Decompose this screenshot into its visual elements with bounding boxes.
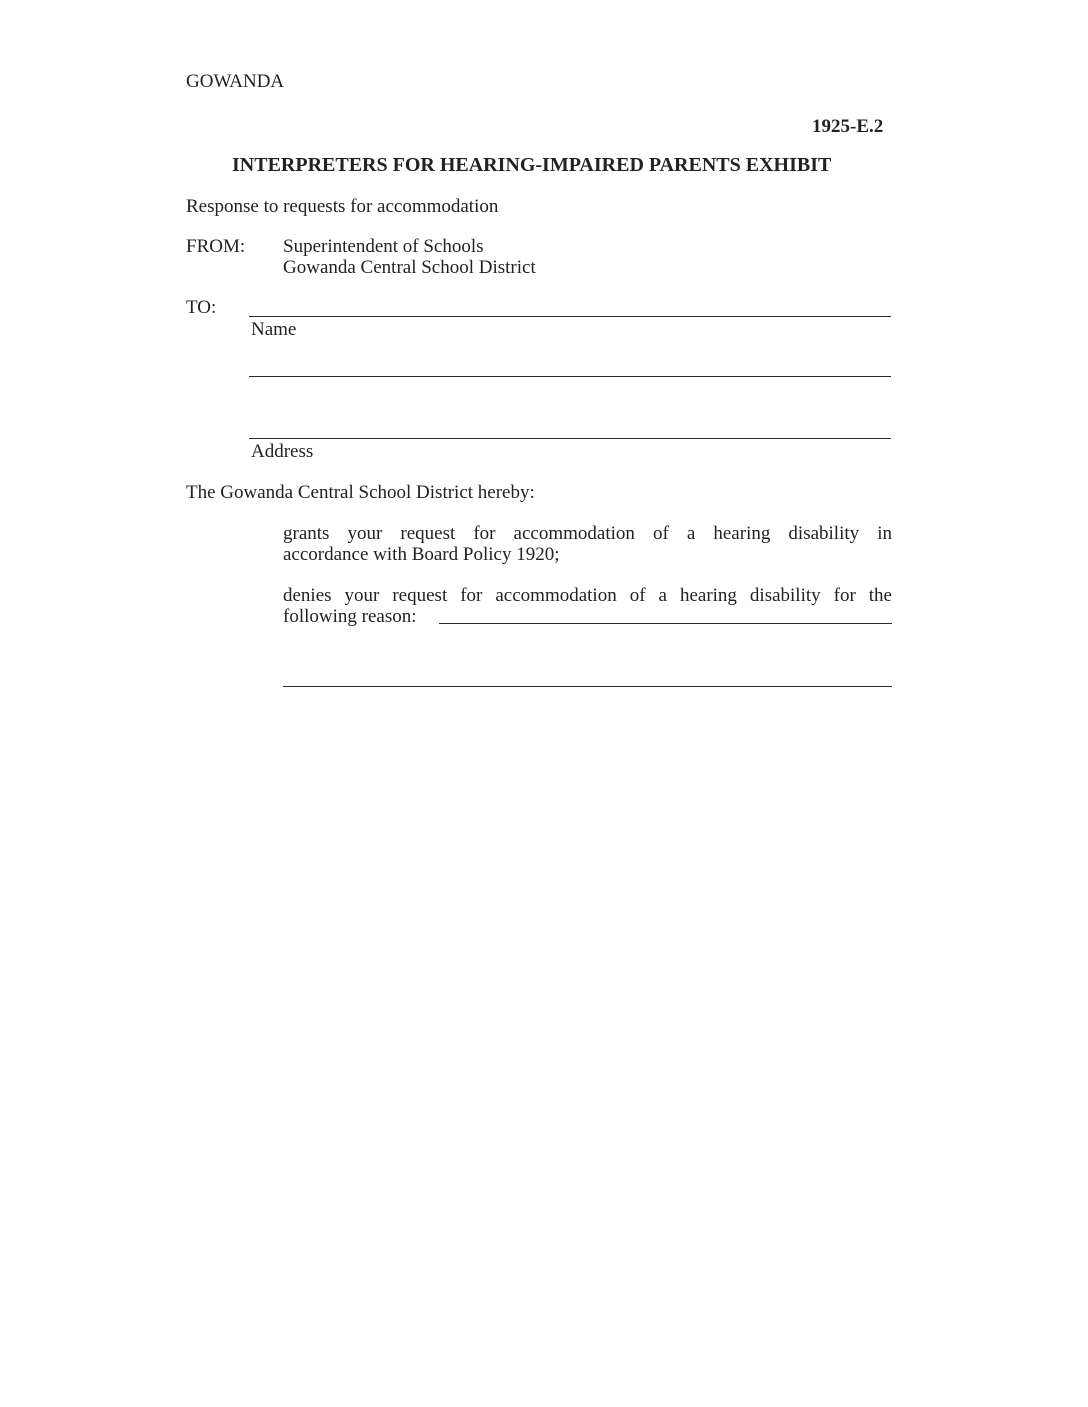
body-intro: The Gowanda Central School District hereby: — [186, 482, 535, 503]
deny-line-1: denies your request for accommodation of a hearing disability for the — [283, 585, 892, 606]
page-title: INTERPRETERS FOR HEARING-IMPAIRED PARENTS EXHIBIT — [232, 154, 832, 176]
subtitle: Response to requests for accommodation — [186, 196, 499, 217]
from-label: FROM: — [186, 236, 246, 257]
from-line-1: Superintendent of Schools — [283, 236, 484, 257]
deny-line-2: following reason: — [283, 606, 417, 627]
address-caption: Address — [251, 441, 314, 462]
reason-blank-line-2[interactable] — [283, 686, 892, 687]
from-line-2: Gowanda Central School District — [283, 257, 536, 278]
grant-option — [283, 523, 892, 565]
address-blank-line-1[interactable] — [249, 376, 891, 377]
address-blank-line-2[interactable] — [249, 438, 891, 439]
grant-line-1: grants your request for accommodation of a hearing disability in — [283, 523, 892, 544]
name-caption: Name — [251, 319, 297, 340]
policy-number: 1925-E.2 — [812, 116, 884, 137]
district-header: GOWANDA — [186, 71, 285, 92]
reason-blank-line-1[interactable] — [439, 623, 892, 624]
name-blank-line[interactable] — [249, 316, 891, 317]
grant-line-2: accordance with Board Policy 1920; — [283, 544, 560, 565]
deny-option — [283, 585, 892, 627]
to-label: TO: — [186, 297, 217, 318]
